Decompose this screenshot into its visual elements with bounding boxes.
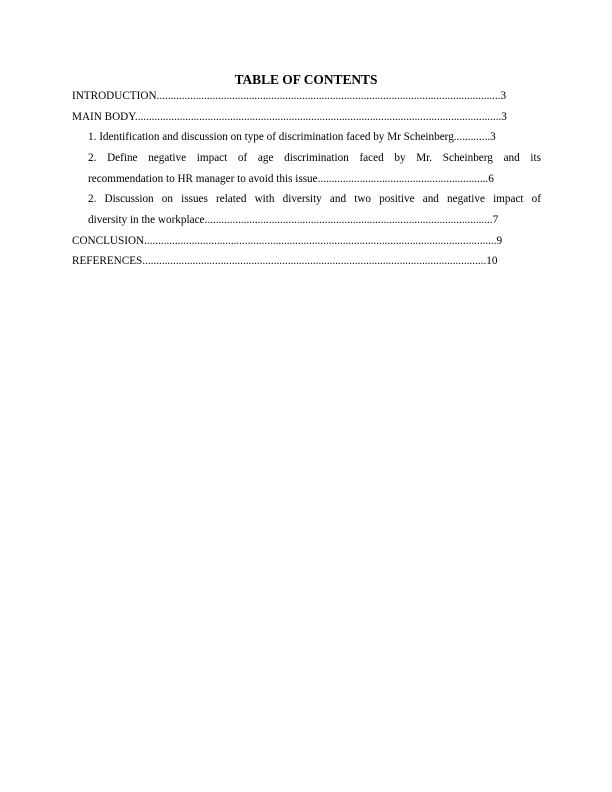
toc-entry-page: 3: [501, 111, 507, 123]
toc-entry-diversity-line1[interactable]: [88, 192, 541, 206]
toc-entry-identification[interactable]: [88, 130, 543, 144]
toc-entry-diversity-line2[interactable]: [88, 213, 530, 227]
toc-entry-introduction[interactable]: [72, 89, 541, 103]
toc-leader: ...........................................................................................................................: [156, 90, 501, 102]
toc-entry-page: 3: [490, 131, 496, 143]
toc-leader: ..............................................................................................................................: [144, 235, 497, 247]
toc-leader: .......................................................................................................: [204, 214, 493, 226]
toc-entry-page: 3: [500, 90, 507, 102]
toc-entry-text: recommendation to HR manager to avoid this issue: [88, 173, 318, 185]
toc-entry-text: INTRODUCTION: [72, 90, 157, 102]
toc-entry-text: diversity in the workplace: [88, 214, 205, 226]
toc-entry-conclusion[interactable]: [72, 234, 541, 248]
toc-entry-text: 1. Identification and discussion on type of discrimination faced by Mr Scheinberg: [88, 131, 454, 143]
toc-entry-references[interactable]: [72, 254, 541, 268]
toc-entry-text: 2. Discussion on issues related with diversity and two positive and negative impact of: [88, 193, 541, 205]
toc-entry-main-body[interactable]: [72, 110, 541, 124]
toc-entry-define-negative-impact-line1[interactable]: [88, 151, 541, 165]
toc-entry-page: 10: [486, 255, 498, 267]
toc-entry-page: 6: [488, 173, 494, 185]
toc-leader: .............: [453, 131, 491, 143]
toc-entry-define-negative-impact-line2[interactable]: [88, 172, 528, 186]
toc-title: TABLE OF CONTENTS: [234, 72, 378, 87]
toc-entry-text: 2. Define negative impact of age discrimination faced by Mr. Scheinberg and its: [88, 152, 541, 164]
toc-leader: ...................................................................................................................................: [134, 111, 502, 123]
toc-entry-text: REFERENCES: [72, 255, 143, 267]
toc-leader: .............................................................: [317, 173, 489, 185]
toc-entry-text: CONCLUSION: [72, 235, 145, 247]
toc-leader: ...........................................................................................................................: [142, 255, 487, 267]
toc-entry-page: 7: [492, 214, 499, 226]
toc-entry-text: MAIN BODY: [72, 111, 135, 123]
toc-entry-page: 9: [496, 235, 503, 247]
